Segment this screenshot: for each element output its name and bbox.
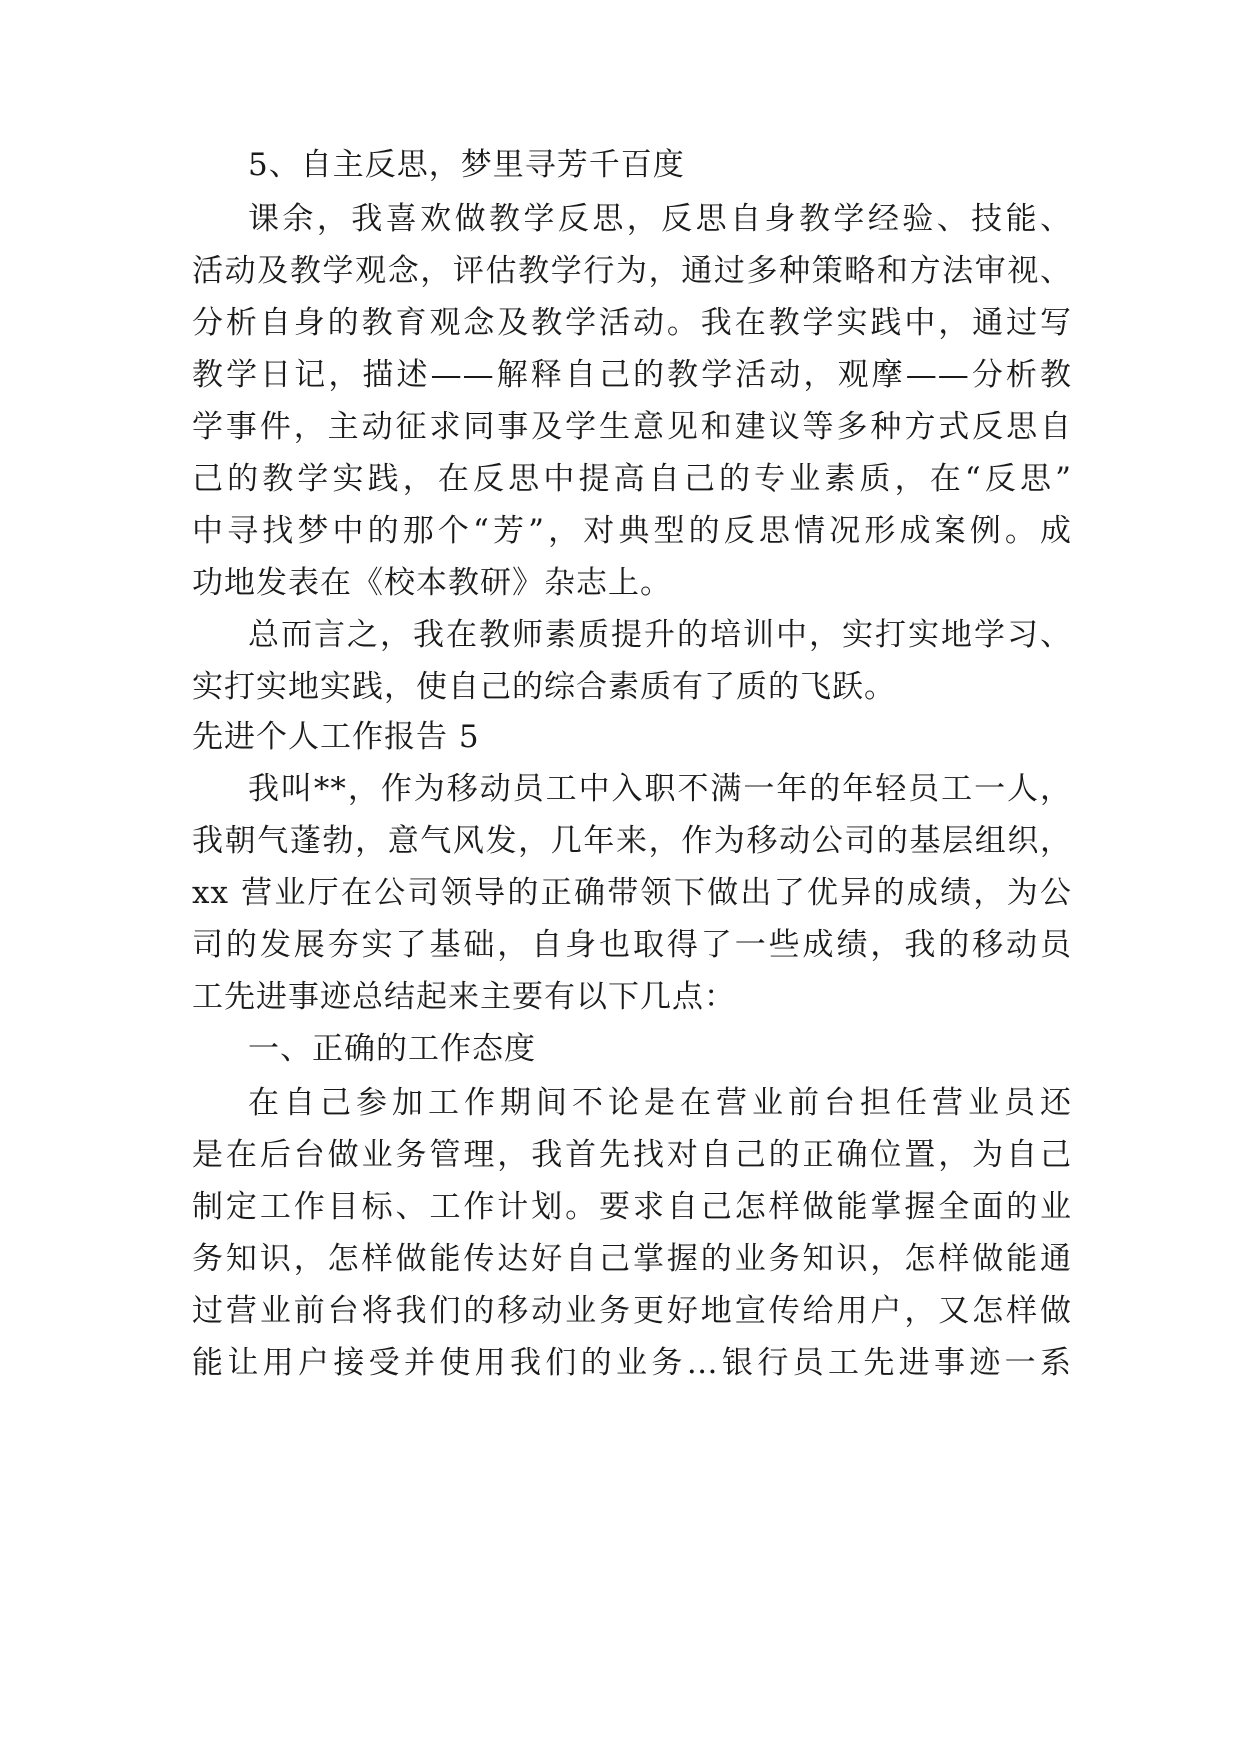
paragraph-line: 分析自身的教育观念及教学活动。我在教学实践中，通过写 — [192, 305, 1072, 341]
paragraph-line: 己的教学实践，在反思中提高自己的专业素质，在“反思” — [192, 461, 1072, 497]
paragraph-line: 我叫**，作为移动员工中入职不满一年的年轻员工一人， — [248, 771, 1072, 807]
paragraph-line: 能让用户接受并使用我们的业务…银行员工先进事迹一系 — [192, 1345, 1072, 1381]
paragraph-line: 教学日记，描述——解释自己的教学活动，观摩——分析教 — [192, 357, 1072, 393]
paragraph-line: 功地发表在《校本教研》杂志上。 — [192, 565, 672, 601]
paragraph-line: 中寻找梦中的那个“芳”，对典型的反思情况形成案例。成 — [192, 513, 1072, 549]
paragraph-line: 过营业前台将我们的移动业务更好地宣传给用户，又怎样做 — [192, 1293, 1072, 1329]
paragraph-line: 司的发展夯实了基础，自身也取得了一些成绩，我的移动员 — [192, 927, 1072, 963]
paragraph-line: 课余，我喜欢做教学反思，反思自身教学经验、技能、 — [248, 201, 1072, 237]
paragraph-line: 我朝气蓬勃，意气风发，几年来，作为移动公司的基层组织， — [192, 823, 1072, 859]
paragraph-line: xx 营业厅在公司领导的正确带领下做出了优异的成绩，为公 — [192, 875, 1072, 911]
paragraph-line: 务知识，怎样做能传达好自己掌握的业务知识，怎样做能通 — [192, 1241, 1072, 1277]
paragraph-line: 在自己参加工作期间不论是在营业前台担任营业员还 — [248, 1085, 1072, 1121]
paragraph-line: 总而言之，我在教师素质提升的培训中，实打实地学习、 — [248, 617, 1072, 653]
paragraph-line: 实打实地实践，使自己的综合素质有了质的飞跃。 — [192, 669, 896, 705]
report-title: 先进个人工作报告 5 — [192, 719, 480, 755]
paragraph-line: 制定工作目标、工作计划。要求自己怎样做能掌握全面的业 — [192, 1189, 1072, 1225]
paragraph-line: 是在后台做业务管理，我首先找对自己的正确位置，为自己 — [192, 1137, 1072, 1173]
subheading: 一、正确的工作态度 — [248, 1031, 536, 1067]
paragraph-line: 工先进事迹总结起来主要有以下几点： — [192, 979, 736, 1015]
section-heading: 5、自主反思，梦里寻芳千百度 — [248, 147, 685, 183]
paragraph-line: 活动及教学观念，评估教学行为，通过多种策略和方法审视、 — [192, 253, 1072, 289]
paragraph-line: 学事件，主动征求同事及学生意见和建议等多种方式反思自 — [192, 409, 1072, 445]
